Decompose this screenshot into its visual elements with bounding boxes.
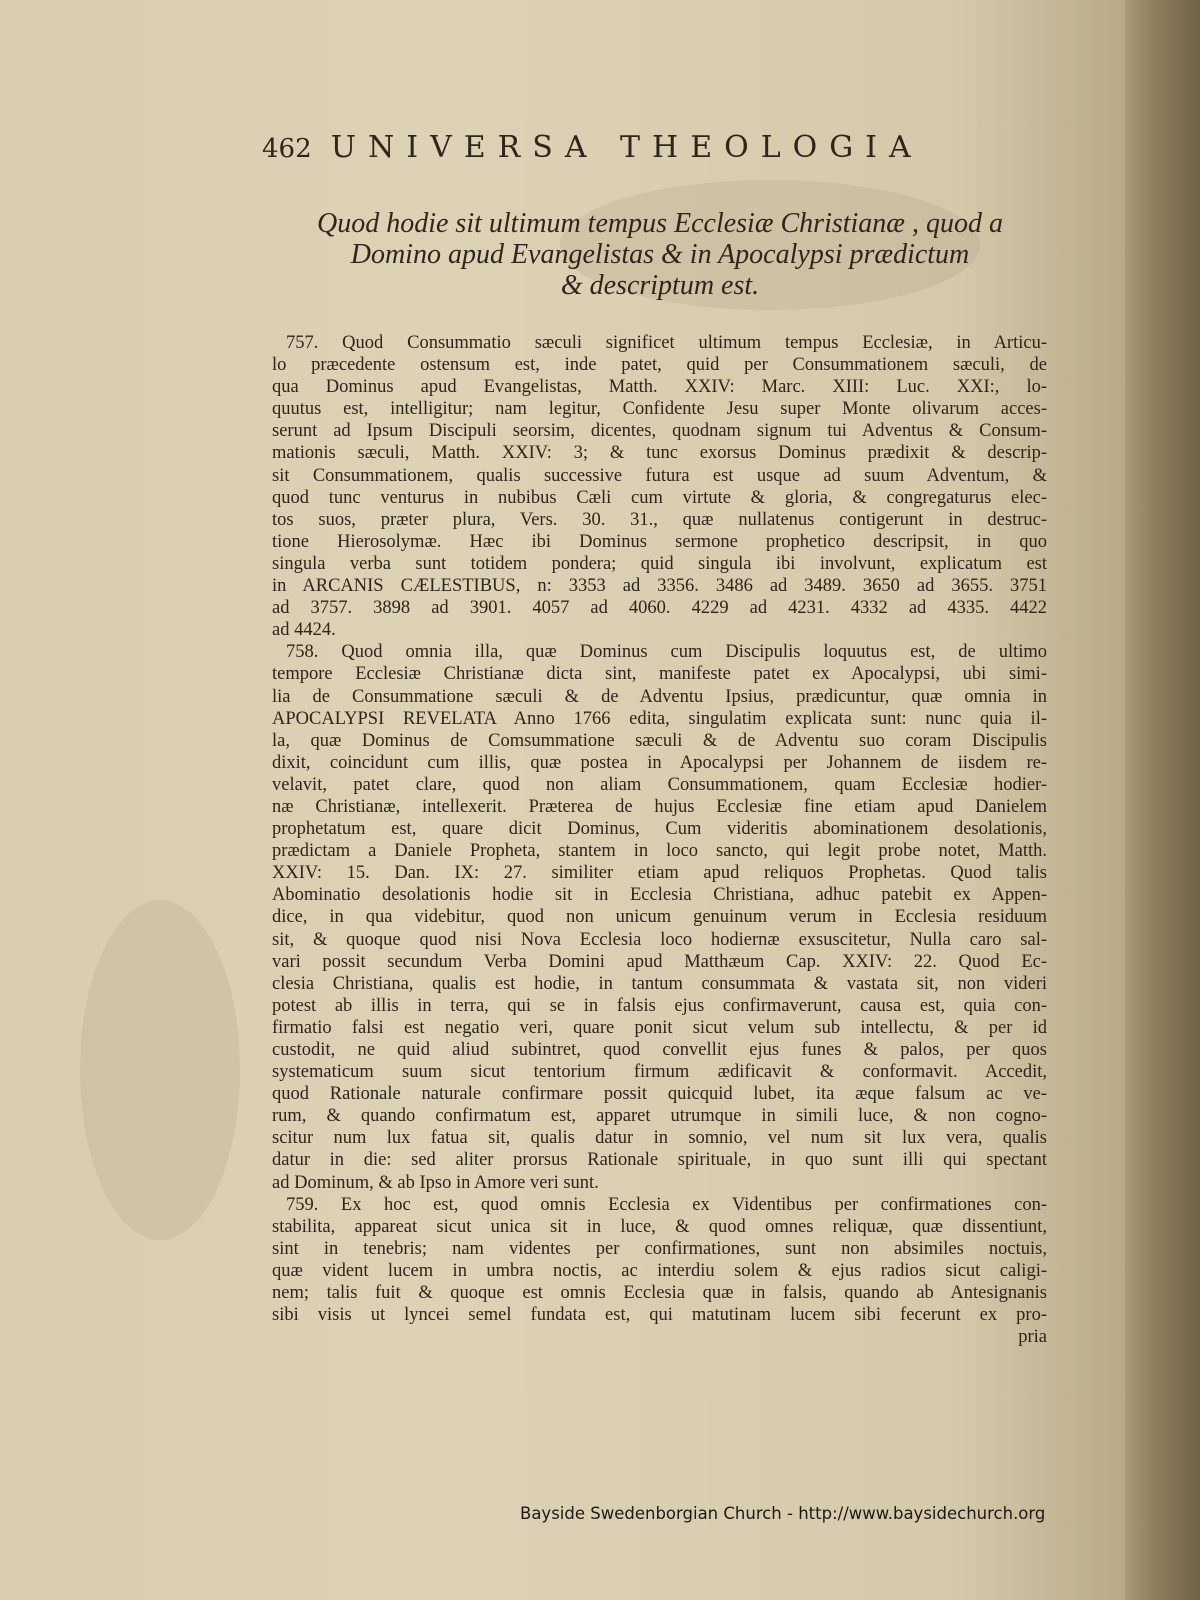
text-line: singula verba sunt totidem pondera; quid singula ibi involvunt, explicatum est bbox=[272, 553, 1047, 574]
text-line: serunt ad Ipsum Discipuli seorsim, dicentes, quodnam signum tui Adventus & Consum- bbox=[272, 421, 1047, 442]
text-line: clesia Christiana, qualis est hodie, in tantum consummata & vastata sit, non videri bbox=[272, 973, 1047, 994]
catchword: pria bbox=[1018, 1327, 1047, 1348]
text-line: sit, & quoque quod nisi Nova Ecclesia loco hodiernæ exsuscitetur, Nulla caro sal- bbox=[272, 929, 1047, 950]
page-stain bbox=[80, 900, 240, 1240]
text-line: datur in die: sed aliter prorsus Rationale spirituale, in quo sunt illi qui spectant bbox=[272, 1150, 1047, 1171]
text-line: XXIV: 15. Dan. IX: 27. similiter etiam apud reliquos Prophetas. Quod talis bbox=[272, 863, 1047, 884]
heading-line: & descriptum est. bbox=[560, 270, 760, 301]
text-line: sint in tenebris; nam videntes per confirmationes, sunt non absimiles noctuis, bbox=[272, 1238, 1047, 1259]
text-line: Abominatio desolationis hodie sit in Ecclesia Christiana, adhuc patebit ex Appen- bbox=[272, 885, 1047, 906]
text-line: sibi visis ut lyncei semel fundata est, qui matutinam lucem sibi fecerunt ex pro- bbox=[272, 1305, 1047, 1326]
text-line: in ARCANIS CÆLESTIBUS, n: 3353 ad 3356. 3486 ad 3489. 3650 ad 3655. 3751 bbox=[272, 576, 1047, 597]
text-line: tempore Ecclesiæ Christianæ dicta sint, manifeste patet ex Apocalypsi, ubi simi- bbox=[272, 664, 1047, 685]
text-line: ad 3757. 3898 ad 3901. 4057 ad 4060. 4229 ad 4231. 4332 ad 4335. 4422 bbox=[272, 598, 1047, 619]
text-line: 757. Quod Consummatio sæculi significet ultimum tempus Ecclesiæ, in Articu- bbox=[286, 333, 1047, 353]
text-line: dixit, coincidunt cum illis, quæ postea in Apocalypsi per Johannem de iisdem re- bbox=[272, 752, 1047, 773]
text-line: mationis sæculi, Matth. XXIV: 3; & tunc exorsus Dominus prædixit & descrip- bbox=[272, 443, 1047, 464]
heading-line: Domino apud Evangelistas & in Apocalypsi prædictum bbox=[350, 239, 970, 270]
text-line: firmatio falsi est negatio veri, quare ponit sicut velum sub intellectu, & per id bbox=[272, 1017, 1047, 1038]
text-line: velavit, patet clare, quod non aliam Consummationem, quam Ecclesiæ hodier- bbox=[272, 774, 1047, 795]
page-number: 462 bbox=[262, 134, 312, 164]
text-line: stabilita, appareat sicut unica sit in luce, & quod omnes reliquæ, quæ dissentiunt, bbox=[272, 1216, 1047, 1237]
text-line: ad 4424. bbox=[272, 620, 336, 641]
text-line: lia de Consummatione sæculi & de Adventu Ipsius, prædicuntur, quæ omnia in bbox=[272, 686, 1047, 707]
footer-watermark: Bayside Swedenborgian Church - http://www.baysidechurch.org bbox=[520, 1504, 1046, 1523]
text-line: la, quæ Dominus de Comsummatione sæculi & de Adventu suo coram Discipulis bbox=[272, 730, 1047, 751]
text-line: quod Rationale naturale confirmare possit quicquid lubet, ita æque falsum ac ve- bbox=[272, 1084, 1047, 1105]
text-line: quæ vident lucem in umbra noctis, ac interdiu solem & ejus radios sicut caligi- bbox=[272, 1260, 1047, 1281]
text-line: quod tunc venturus in nubibus Cæli cum virtute & gloria, & congregaturus elec- bbox=[272, 487, 1047, 508]
book-gutter bbox=[1125, 0, 1200, 1600]
heading-line: Quod hodie sit ultimum tempus Ecclesiæ Christianæ , quod a bbox=[317, 208, 1003, 239]
running-title: UNIVERSA THEOLOGIA bbox=[330, 130, 923, 165]
text-line: nem; talis fuit & quoque est omnis Ecclesia quæ in falsis, quando ab Antesignanis bbox=[272, 1283, 1047, 1304]
text-line: lo præcedente ostensum est, inde patet, quid per Consummationem sæculi, de bbox=[272, 355, 1047, 376]
text-line: custodit, ne quid aliud subintret, quod convellit ejus funes & palos, per quos bbox=[272, 1040, 1047, 1060]
text-line: systematicum suum sicut tentorium firmum ædificavit & conformavit. Accedit, bbox=[272, 1062, 1047, 1083]
text-line: 758. Quod omnia illa, quæ Dominus cum Discipulis loquutus est, de ultimo bbox=[286, 642, 1047, 663]
text-line: prophetatum est, quare dicit Dominus, Cum videritis abominationem desolationis, bbox=[272, 819, 1047, 840]
text-line: 759. Ex hoc est, quod omnis Ecclesia ex Videntibus per confirmationes con- bbox=[286, 1194, 1047, 1215]
text-line: rum, & quando confirmatum est, apparet utrumque in simili luce, & non cogno- bbox=[272, 1106, 1047, 1127]
text-line: scitur num lux fatua sit, qualis datur in somnio, vel num sit lux vera, qualis bbox=[272, 1128, 1047, 1149]
text-line: potest ab illis in terra, qui se in falsis ejus confirmaverunt, causa est, quia con- bbox=[272, 995, 1047, 1016]
text-line: sit Consummationem, qualis successive futura est usque ad suum Adventum, & bbox=[272, 465, 1047, 486]
text-line: APOCALYPSI REVELATA Anno 1766 edita, singulatim explicata sunt: nunc quia il- bbox=[272, 708, 1047, 729]
body-text bbox=[272, 332, 1047, 1348]
text-line: næ Christianæ, intellexerit. Præterea de hujus Ecclesiæ fine etiam apud Danielem bbox=[272, 796, 1047, 817]
text-line: dice, in qua videbitur, quod non unicum genuinum verum in Ecclesia residuum bbox=[272, 907, 1047, 928]
text-line: vari possit secundum Verba Domini apud Matthæum Cap. XXIV: 22. Quod Ec- bbox=[272, 951, 1047, 972]
text-line: quutus est, intelligitur; nam legitur, Confidente Jesu super Monte olivarum acces- bbox=[272, 399, 1047, 420]
text-line: tione Hierosolymæ. Hæc ibi Dominus sermone prophetico descripsit, in quo bbox=[272, 531, 1047, 552]
text-line: tos suos, præter plura, Vers. 30. 31., quæ nullatenus contigerunt in destruc- bbox=[272, 509, 1047, 530]
text-line: prædictam a Daniele Propheta, stantem in loco sancto, qui legit probe notet, Matth. bbox=[272, 841, 1047, 862]
text-line: qua Dominus apud Evangelistas, Matth. XXIV: Marc. XIII: Luc. XXI:, lo- bbox=[272, 377, 1047, 398]
running-head bbox=[262, 130, 982, 165]
text-line: ad Dominum, & ab Ipso in Amore veri sunt. bbox=[272, 1172, 599, 1193]
section-heading bbox=[280, 208, 1040, 301]
